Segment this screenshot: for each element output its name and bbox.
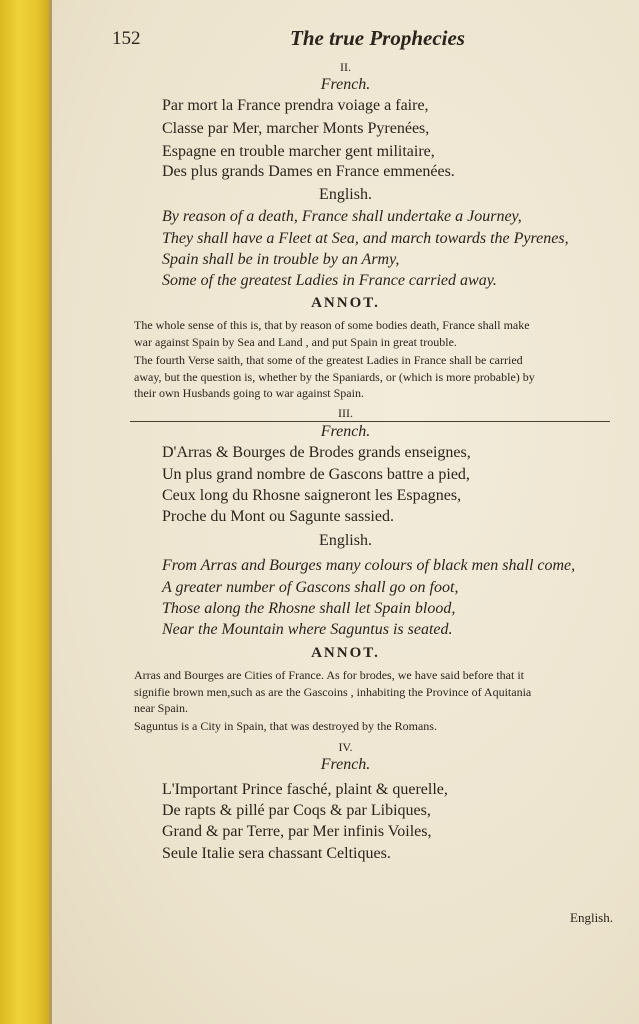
verse-line: Par mort la France prendra voiage a faire,: [162, 97, 429, 114]
catchword: English.: [570, 910, 613, 925]
verse-line: From Arras and Bourges many colours of black men shall come,: [162, 557, 576, 574]
verse-line: Seule Italie sera chassant Celtiques.: [162, 845, 391, 862]
french-heading: French.: [320, 76, 371, 93]
annotation-line: The fourth Verse saith, that some of the greatest Ladies in France shall be carried: [134, 353, 523, 367]
verse-line: Des plus grands Dames en France emmenées.: [162, 163, 455, 180]
verse-line: Proche du Mont ou Sagunte sassied.: [162, 508, 394, 525]
verse-line: Spain shall be in trouble by an Army,: [162, 251, 400, 268]
verse-line: Un plus grand nombre de Gascons battre a pied,: [162, 466, 470, 483]
annotation-line: The whole sense of this is, that by reason of some bodies death, France shall make: [134, 318, 530, 332]
verse-line: Ceux long du Rhosne saigneront les Espagnes,: [162, 487, 462, 504]
annot-heading: ANNOT.: [311, 295, 380, 311]
annotation-line: signifie brown men,such as are the Gascoins , inhabiting the Province of Aquitania: [134, 685, 532, 699]
divider-rule: [130, 421, 610, 422]
annotation-line: away, but the question is, whether by the Spaniards, or (which is more probable) by: [134, 370, 535, 384]
gilded-page-edge: [0, 0, 52, 1024]
verse-line: De rapts & pillé par Coqs & par Libiques,: [162, 802, 431, 819]
quatrain-numeral: II.: [340, 60, 351, 74]
english-heading: English.: [319, 532, 372, 549]
annotation-line: war against Spain by Sea and Land , and put Spain in great trouble.: [134, 335, 457, 349]
verse-line: By reason of a death, France shall undertake a Journey,: [162, 208, 522, 225]
quatrain-numeral: III.: [338, 406, 353, 420]
english-heading: English.: [319, 186, 372, 203]
verse-line: Grand & par Terre, par Mer infinis Voiles,: [162, 823, 432, 840]
page-number: 152: [112, 28, 141, 49]
verse-line: Some of the greatest Ladies in France carried away.: [162, 272, 497, 289]
annot-heading: ANNOT.: [311, 645, 380, 661]
annotation-line: their own Husbands going to war against Spain.: [134, 386, 364, 400]
verse-line: Near the Mountain where Saguntus is seated.: [162, 621, 453, 638]
verse-line: Espagne en trouble marcher gent militaire,: [162, 143, 435, 160]
verse-line: Classe par Mer, marcher Monts Pyrenées,: [162, 120, 430, 137]
french-heading: French.: [320, 756, 371, 773]
annotation-line: Arras and Bourges are Cities of France. As for brodes, we have said before that it: [134, 668, 524, 682]
french-heading: French.: [320, 423, 371, 440]
verse-line: They shall have a Fleet at Sea, and march towards the Pyrenes,: [162, 230, 569, 247]
annotation-line: near Spain.: [134, 701, 188, 715]
running-title: The true Prophecies: [290, 26, 465, 50]
verse-line: L'Important Prince fasché, plaint & querelle,: [162, 781, 448, 798]
verse-line: A greater number of Gascons shall go on foot,: [162, 579, 459, 596]
verse-line: D'Arras & Bourges de Brodes grands enseignes,: [162, 444, 471, 461]
quatrain-numeral: IV.: [338, 740, 353, 754]
verse-line: Those along the Rhosne shall let Spain blood,: [162, 600, 456, 617]
annotation-line: Saguntus is a City in Spain, that was destroyed by the Romans.: [134, 719, 437, 733]
